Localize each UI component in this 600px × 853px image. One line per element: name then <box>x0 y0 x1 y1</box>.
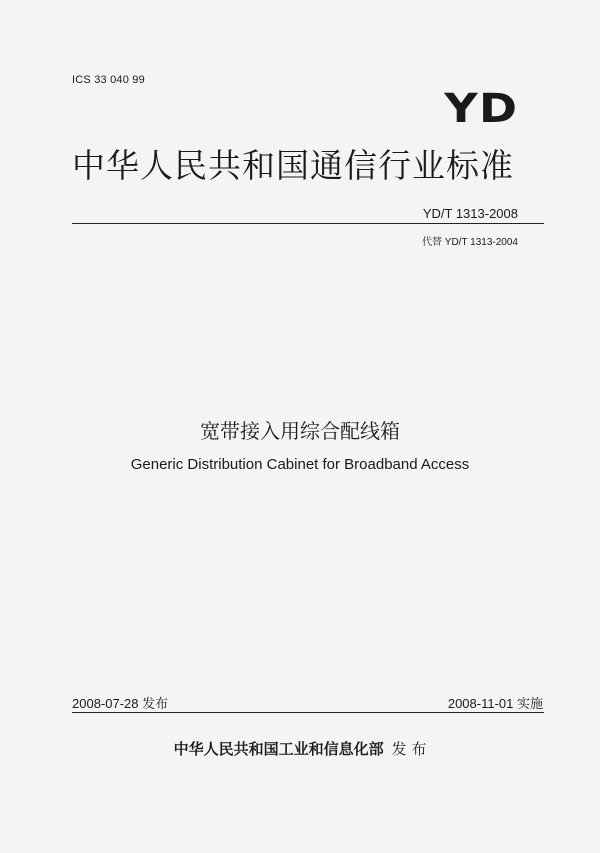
publish-action: 发 布 <box>391 740 427 758</box>
implementation-date: 2008-11-01 实施 <box>447 696 543 711</box>
document-title-zh: 宽带接入用综合配线箱 <box>200 419 400 443</box>
standard-title: 中华人民共和国通信行业标准 <box>72 146 514 185</box>
yd-logo: YD <box>444 86 518 132</box>
header-divider <box>72 223 544 224</box>
publisher-name: 中华人民共和国工业和信息化部 <box>173 740 384 758</box>
footer-divider <box>72 712 544 713</box>
publisher <box>0 738 600 759</box>
ics-code: ICS 33 040 99 <box>72 74 145 86</box>
standard-number: YD/T 1313-2008 <box>422 206 518 221</box>
document-title-en: Generic Distribution Cabinet for Broadband Access <box>130 456 470 473</box>
issue-date: 2008-07-28 发布 <box>72 696 169 711</box>
replaces-note: 代替 YD/T 1313-2004 <box>422 237 518 248</box>
